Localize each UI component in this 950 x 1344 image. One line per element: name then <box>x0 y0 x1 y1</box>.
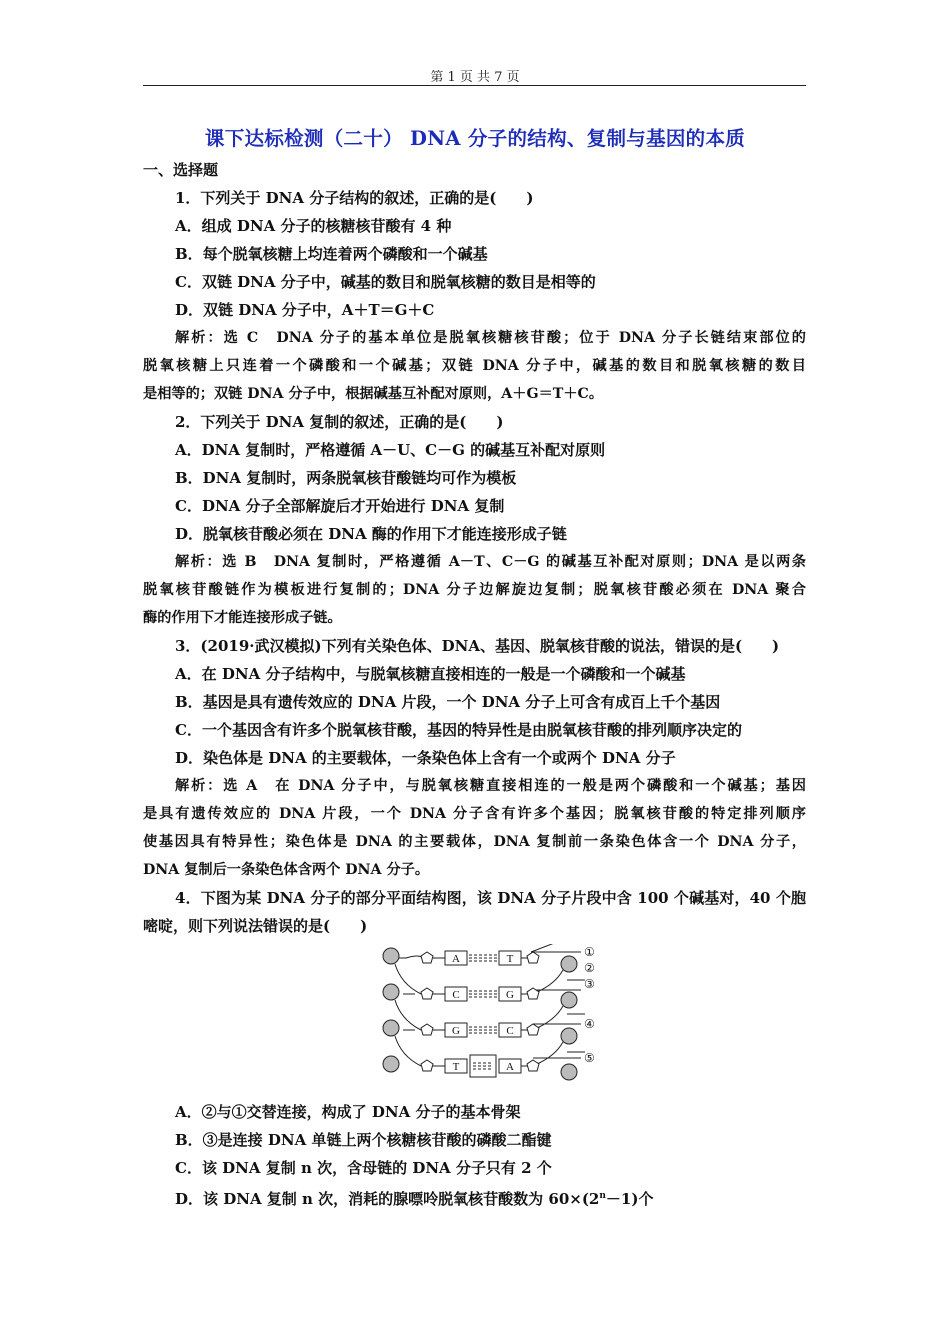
q3-option-a: A．在 DNA 分子结构中，与脱氧核糖直接相连的一般是一个磷酸和一个碱基 <box>175 665 686 683</box>
q2-option-b: B．DNA 复制时，两条脱氧核苷酸链均可作为模板 <box>175 469 517 487</box>
base-label: T <box>506 953 514 965</box>
q4-option-d-exponent: n <box>599 1191 606 1201</box>
base-label: C <box>506 1025 514 1037</box>
q3-option-b: B．基因是具有遗传效应的 DNA 片段，一个 DNA 分子上可含有成百上千个基因 <box>175 693 721 711</box>
base-label: A <box>452 953 460 965</box>
q4-option-d <box>143 1182 806 1210</box>
q3-option-c: C．一个基因含有许多个脱氧核苷酸，基因的特异性是由脱氧核苷酸的排列顺序决定的 <box>175 721 742 739</box>
phosphate-circle <box>561 1028 577 1044</box>
dna-structure-diagram <box>143 944 806 1094</box>
q1-option-b: B．每个脱氧核糖上均连着两个磷酸和一个碱基 <box>175 245 488 263</box>
q4-option-d-tail: －1)个 <box>605 1190 654 1208</box>
phosphate-circle <box>383 1020 399 1036</box>
base-label: A <box>506 1061 514 1073</box>
q2-option-c: C．DNA 分子全部解旋后才开始进行 DNA 复制 <box>175 497 505 515</box>
sugar-pentagon <box>527 952 539 963</box>
phosphate-circle <box>383 948 399 964</box>
phosphate-circle <box>561 956 577 972</box>
q4-stem-line: 4．下图为某 DNA 分子的部分平面结构图，该 DNA 分子片段中含 100 个碱基对，40 个胞 <box>175 889 806 907</box>
q3-stem: 3．(2019·武汉模拟)下列有关染色体、DNA、基因、脱氧核苷酸的说法，错误的是( ) <box>175 637 780 655</box>
q4-option-c: C．该 DNA 复制 n 次，含母链的 DNA 分子只有 2 个 <box>175 1159 552 1177</box>
phosphate-circle <box>383 984 399 1000</box>
sugar-pentagon <box>421 1060 433 1071</box>
marker-label: ③ <box>584 977 595 991</box>
sugar-pentagon <box>421 1024 433 1035</box>
document-body <box>143 156 806 1210</box>
marker-label: ① <box>584 945 595 959</box>
q1-explanation-line: 解析：选 C DNA 分子的基本单位是脱氧核糖核苷酸；位于 DNA 分子长链结束部位的 <box>175 330 806 346</box>
q4-stem-line: 嘧啶，则下列说法错误的是( ) <box>143 917 368 935</box>
page-title: 课下达标检测（二十） DNA 分子的结构、复制与基因的本质 <box>204 127 746 150</box>
dna-diagram-svg <box>381 944 611 1090</box>
header-rule <box>143 85 806 86</box>
sugar-pentagon <box>527 1060 539 1071</box>
base-label: G <box>452 1025 460 1037</box>
marker-label: ④ <box>584 1017 595 1031</box>
q2-option-a: A．DNA 复制时，严格遵循 A－U、C－G 的碱基互补配对原则 <box>175 441 606 459</box>
q3-explanation-line: 是具有遗传效应的 DNA 片段，一个 DNA 分子含有许多个基因；脱氧核苷酸的特定排列顺序 <box>143 806 806 822</box>
section-heading: 一、选择题 <box>143 161 219 179</box>
q4-option-d-text: D．该 DNA 复制 n 次，消耗的腺嘌呤脱氧核苷酸数为 60×(2 <box>175 1190 600 1208</box>
q3-explanation-line: 解析：选 A 在 DNA 分子中，与脱氧核糖直接相连的一般是两个磷酸和一个碱基；基因 <box>175 778 806 794</box>
q4-option-b: B．③是连接 DNA 单链上两个核糖核苷酸的磷酸二酯键 <box>175 1131 552 1149</box>
q1-explanation-line: 是相等的；双链 DNA 分子中，根据碱基互补配对原则，A＋G＝T＋C。 <box>143 386 604 402</box>
base-label: C <box>452 989 460 1001</box>
sugar-pentagon <box>421 988 433 999</box>
q3-explanation-line: 使基因具有特异性；染色体是 DNA 的主要载体，DNA 复制前一条染色体含一个 DNA 分子， <box>143 834 806 850</box>
q4-option-a: A．②与①交替连接，构成了 DNA 分子的基本骨架 <box>175 1103 521 1121</box>
q2-stem: 2．下列关于 DNA 复制的叙述，正确的是( ) <box>175 413 504 431</box>
phosphate-circle <box>383 1056 399 1072</box>
base-label: T <box>452 1061 460 1073</box>
q1-explanation-line: 脱氧核糖上只连着一个磷酸和一个碱基；双链 DNA 分子中，碱基的数目和脱氧核糖的数目 <box>143 358 806 374</box>
q3-explanation-line: DNA 复制后一条染色体含两个 DNA 分子。 <box>143 862 430 878</box>
page-header: 第 1 页 共 7 页 <box>430 70 520 85</box>
sugar-pentagon <box>527 1024 539 1035</box>
sugar-pentagon <box>421 952 433 963</box>
q1-option-d: D．双链 DNA 分子中，A＋T＝G＋C <box>175 301 435 319</box>
marker-label: ⑤ <box>584 1051 595 1065</box>
q1-option-c: C．双链 DNA 分子中，碱基的数目和脱氧核糖的数目是相等的 <box>175 273 596 291</box>
q2-explanation-line: 脱氧核苷酸链作为模板进行复制的；DNA 分子边解旋边复制；脱氧核苷酸必须在 DNA 聚合 <box>143 582 806 598</box>
q1-option-a: A．组成 DNA 分子的核糖核苷酸有 4 种 <box>175 217 452 235</box>
q1-stem: 1．下列关于 DNA 分子结构的叙述，正确的是( ) <box>175 189 534 207</box>
base-label: G <box>506 989 514 1001</box>
q3-option-d: D．染色体是 DNA 的主要载体，一条染色体上含有一个或两个 DNA 分子 <box>175 749 676 767</box>
q2-explanation-line: 解析：选 B DNA 复制时，严格遵循 A－T、C－G 的碱基互补配对原则；DNA 是以两条 <box>175 554 806 570</box>
phosphate-circle <box>561 1064 577 1080</box>
q2-option-d: D．脱氧核苷酸必须在 DNA 酶的作用下才能连接形成子链 <box>175 525 567 543</box>
q2-explanation-line: 酶的作用下才能连接形成子链。 <box>143 610 342 626</box>
marker-label: ② <box>584 961 595 975</box>
phosphate-circle <box>561 992 577 1008</box>
